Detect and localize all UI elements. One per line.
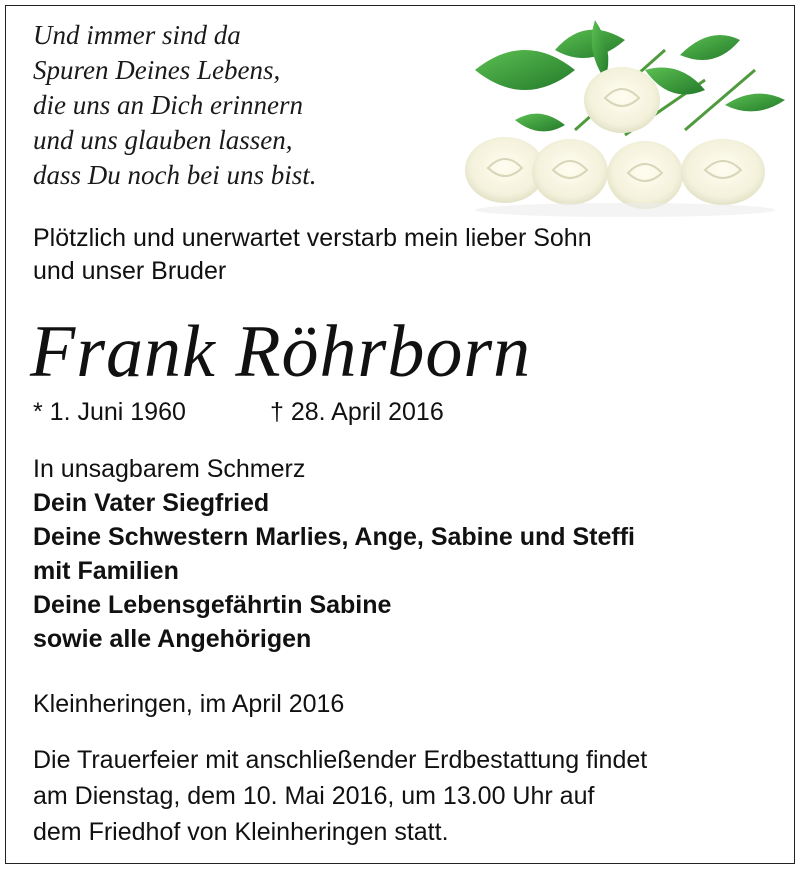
funeral-line: am Dienstag, dem 10. Mai 2016, um 13.00 Uhr auf [33,782,595,810]
funeral-line: dem Friedhof von Kleinheringen statt. [33,818,449,846]
birth-date: * 1. Juni 1960 [33,398,186,426]
poem-line: dass Du noch bei uns bist. [33,160,317,190]
intro-line: Plötzlich und unerwartet verstarb mein lieber Sohn [33,224,592,252]
death-date: † 28. April 2016 [270,398,444,426]
mourner-line: mit Familien [33,557,179,585]
mourners-heading: In unsagbarem Schmerz [33,455,306,483]
mourner-line: Deine Schwestern Marlies, Ange, Sabine und Steffi [33,523,635,551]
deceased-name: Frank Röhrborn [30,311,532,393]
poem-line: die uns an Dich erinnern [33,90,303,120]
intro-text [33,222,592,288]
poem-line: Spuren Deines Lebens, [33,55,281,85]
mourners-block [33,452,635,656]
poem-line: Und immer sind da [33,20,241,50]
mourner-line: Dein Vater Siegfried [33,489,270,517]
white-roses-image [455,10,790,220]
funeral-line: Die Trauerfeier mit anschließender Erdbestattung findet [33,746,648,774]
place-date: Kleinheringen, im April 2016 [33,690,345,718]
intro-line: und unser Bruder [33,257,227,285]
funeral-info [33,742,647,850]
poem [33,18,317,193]
mourner-line: Deine Lebensgefährtin Sabine [33,591,392,619]
mourner-line: sowie alle Angehörigen [33,625,312,653]
poem-line: und uns glauben lassen, [33,125,293,155]
